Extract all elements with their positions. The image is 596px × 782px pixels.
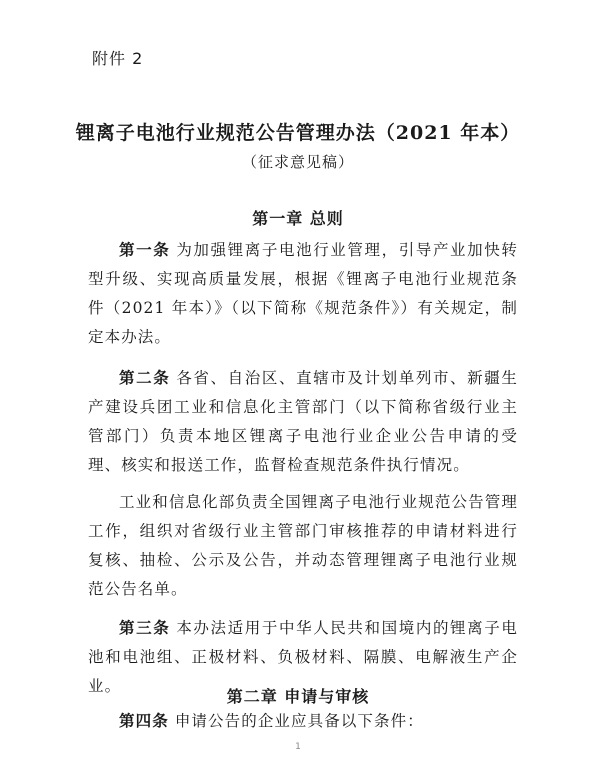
article-text: 工业和信息化部负责全国锂离子电池行业规范公告管理工作，组织对省级行业主管部门审核推荐的申请材料进行复核、抽检、公示及公告，并动态管理锂离子电池行业规范公告名单。 [88, 493, 518, 598]
document-subtitle: （征求意见稿） [241, 153, 354, 171]
article-1 [88, 236, 518, 352]
article-2-paragraph-2 [88, 488, 518, 604]
chapter-heading-1: 第一章 总则 [252, 209, 344, 228]
article-label: 第一条 [119, 241, 171, 259]
article-label: 第二条 [119, 369, 171, 387]
article-text: 申请公告的企业应具备以下条件： [174, 712, 424, 730]
article-2 [88, 364, 518, 480]
article-text: 各省、自治区、直辖市及计划单列市、新疆生产建设兵团工业和信息化主管部门（以下简称省级行业主管部门）负责本地区锂离子电池行业企业公告申请的受理、核实和报送工作，监督检查规范条件执行情况。 [88, 369, 518, 474]
article-label: 第四条 [119, 712, 169, 730]
page-number: 1 [295, 742, 301, 752]
attachment-label: 附件 2 [92, 49, 144, 68]
document-title: 锂离子电池行业规范公告管理办法（2021 年本） [75, 122, 521, 144]
article-label: 第三条 [119, 619, 171, 637]
article-text: 本办法适用于中华人民共和国境内的锂离子电池和电池组、正极材料、负极材料、隔膜、电解液生产企业。 [88, 619, 518, 695]
article-text: 为加强锂离子电池行业管理，引导产业加快转型升级、实现高质量发展，根据《锂离子电池行业规范条件（2021 年本）》（以下简称《规范条件》）有关规定，制定本办法。 [88, 241, 518, 346]
article-4 [88, 707, 518, 736]
chapter-heading-2: 第二章 申请与审核 [226, 687, 370, 706]
